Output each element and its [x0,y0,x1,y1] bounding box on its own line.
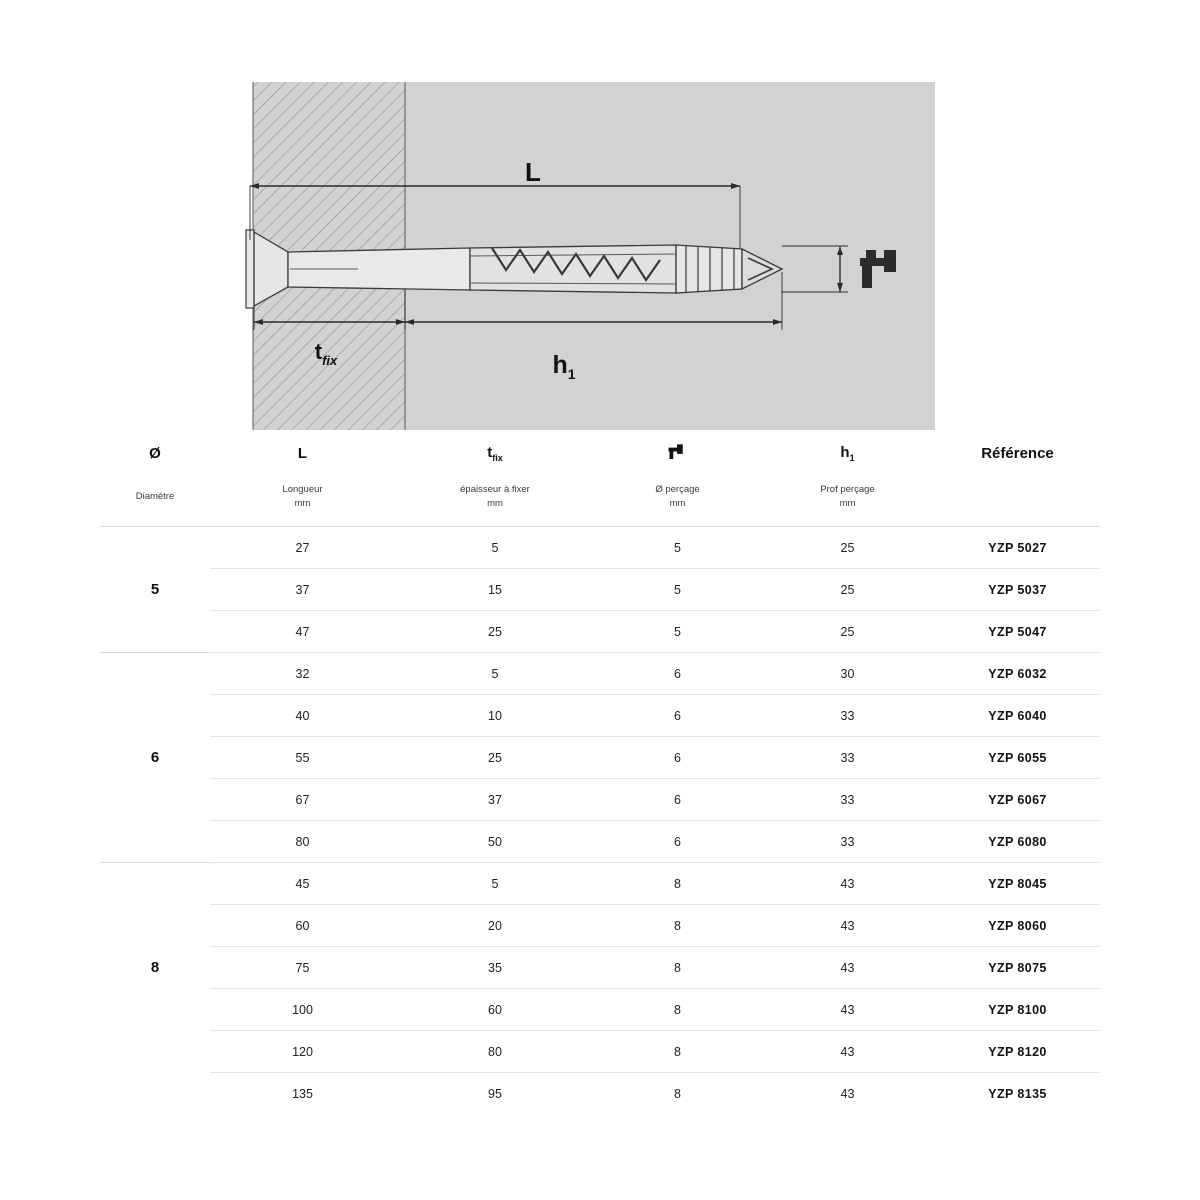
cell-tfix: 80 [395,1031,595,1073]
product-diagram [0,0,1200,436]
cell-tfix: 37 [395,779,595,821]
dimension-label-L: L [525,157,541,187]
cell-reference: YZP 5047 [935,611,1100,653]
drill-icon [667,442,689,460]
table-row [100,527,1100,569]
fixture-plate [246,230,254,308]
cell-drill: 6 [595,737,760,779]
header-desc-drill: Ø perçage mm [595,474,760,527]
cell-h1: 25 [760,527,935,569]
cell-h1: 33 [760,821,935,863]
cell-drill: 8 [595,947,760,989]
cell-diameter-blank [100,905,210,947]
cell-reference: YZP 6080 [935,821,1100,863]
cell-h1: 33 [760,695,935,737]
cell-diameter-blank [100,863,210,905]
cell-length: 120 [210,1031,395,1073]
cell-diameter: 5 [150,581,160,598]
cell-diameter-blank [100,821,210,863]
header-desc-diameter: Diamètre [100,474,210,527]
cell-reference: YZP 6055 [935,737,1100,779]
cell-drill: 5 [595,569,760,611]
table-row [100,653,1100,695]
cell-diameter-blank [100,695,210,737]
header-description-row [100,474,1100,527]
cell-reference: YZP 8060 [935,905,1100,947]
table-row [100,947,1100,989]
cell-diameter-blank [100,779,210,821]
header-symbol-h1: $h_1$ [840,443,855,463]
cell-drill: 8 [595,863,760,905]
table-row [100,821,1100,863]
dimension-label-tfix: $t_{fix}$ [314,339,338,368]
cell-length: 40 [210,695,395,737]
header-desc-h1: Prof perçage mm [760,474,935,527]
header-desc-reference [935,474,1100,527]
cell-length: 32 [210,653,395,695]
cell-drill: 5 [595,611,760,653]
cell-tfix: 60 [395,989,595,1031]
table-row [100,863,1100,905]
cell-reference: YZP 8135 [988,1086,1047,1101]
table-row [100,569,1100,611]
cell-reference: YZP 8100 [935,989,1100,1031]
cell-diameter-blank [100,1073,210,1115]
table-body [100,527,1100,1115]
cell-length: 27 [210,527,395,569]
cell-diameter: 6 [150,749,160,766]
cell-h1: 43 [760,989,935,1031]
table-row [100,905,1100,947]
cell-tfix: 35 [395,947,595,989]
cell-diameter: 8 [150,959,160,976]
header-symbol-length: L [297,444,308,462]
specification-table [100,436,1100,1114]
cell-drill: 6 [595,821,760,863]
cell-h1: 30 [760,653,935,695]
cell-length: 135 [292,1086,313,1101]
cell-reference: YZP 8045 [935,863,1100,905]
cell-diameter-blank [100,653,210,695]
cell-diameter-blank [100,989,210,1031]
cell-h1: 33 [760,737,935,779]
table-header [100,436,1100,527]
header-symbol-drill [595,436,760,474]
header-desc-tfix: épaisseur à fixer mm [395,474,595,527]
cell-drill: 5 [595,527,760,569]
cell-drill: 6 [595,653,760,695]
cell-length: 37 [210,569,395,611]
cell-reference: YZP 6067 [935,779,1100,821]
cell-h1: 43 [840,1086,855,1101]
cell-length: 80 [210,821,395,863]
header-symbol-row [100,436,1100,474]
cell-tfix: 5 [395,863,595,905]
table-row [100,779,1100,821]
cell-h1: 43 [760,1031,935,1073]
cell-length: 45 [210,863,395,905]
header-symbol-diameter: Ø [149,444,161,462]
table-row [100,611,1100,653]
cell-length: 60 [210,905,395,947]
table-row [100,695,1100,737]
cell-h1: 43 [760,863,935,905]
cell-drill: 6 [595,779,760,821]
cell-h1: 33 [760,779,935,821]
cell-tfix: 5 [395,527,595,569]
cell-reference: YZP 8120 [935,1031,1100,1073]
cell-reference: YZP 6040 [935,695,1100,737]
cell-length: 75 [210,947,395,989]
cell-tfix: 25 [395,611,595,653]
header-symbol-reference: Référence [981,444,1054,462]
cell-reference: YZP 6032 [935,653,1100,695]
cell-h1: 43 [760,905,935,947]
cell-length: 100 [210,989,395,1031]
cell-tfix: 50 [395,821,595,863]
cell-reference: YZP 5037 [935,569,1100,611]
cell-drill: 6 [595,695,760,737]
cell-tfix: 15 [395,569,595,611]
cell-length: 55 [210,737,395,779]
cell-length: 67 [210,779,395,821]
cell-length: 47 [210,611,395,653]
header-symbol-tfix: $t_{fix}$ [487,443,503,463]
cell-tfix: 10 [395,695,595,737]
cell-diameter-blank [100,1031,210,1073]
cell-drill: 8 [595,1031,760,1073]
cell-drill: 8 [674,1086,681,1101]
table-row [100,1031,1100,1073]
cell-h1: 43 [760,947,935,989]
cell-h1: 25 [760,569,935,611]
cell-h1: 25 [760,611,935,653]
cell-drill: 8 [595,905,760,947]
table-row [100,989,1100,1031]
specification-table-container [100,436,1100,1114]
table-row [100,737,1100,779]
cell-diameter-blank [100,527,210,569]
table-row [100,1073,1100,1115]
cell-tfix: 5 [395,653,595,695]
dimension-label-h1: $h_1$ [552,351,576,382]
cell-diameter-blank [100,611,210,653]
cell-reference: YZP 5027 [935,527,1100,569]
header-desc-length: Longueur mm [210,474,395,527]
cell-tfix: 25 [395,737,595,779]
cell-tfix: 20 [395,905,595,947]
cell-drill: 8 [595,989,760,1031]
cell-tfix: 95 [488,1086,502,1101]
cell-reference: YZP 8075 [935,947,1100,989]
